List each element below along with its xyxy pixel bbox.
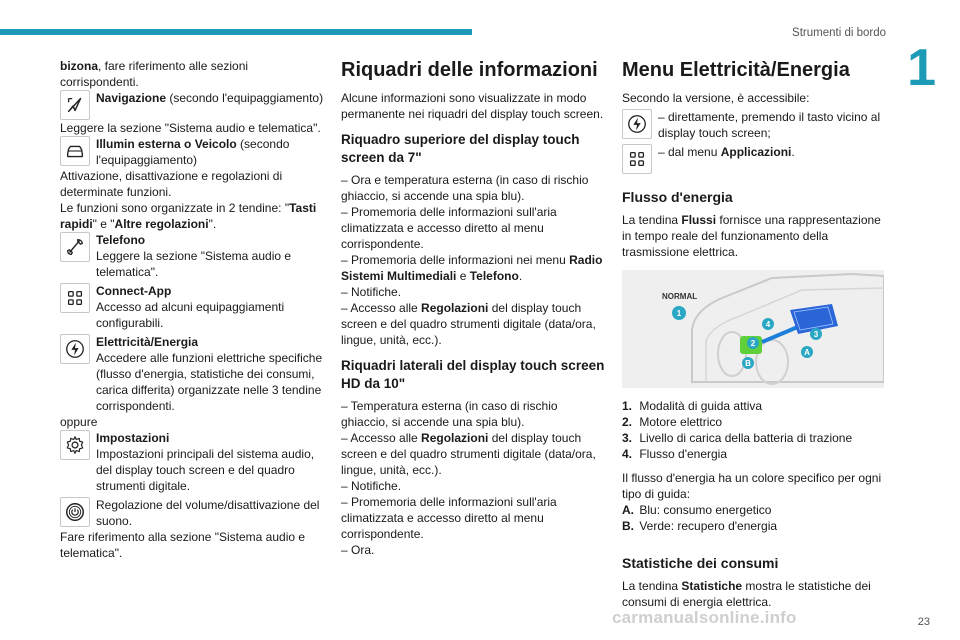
header-accent-bar bbox=[0, 29, 472, 35]
volume-entry: Regolazione del volume/disattivazione del suono. bbox=[60, 497, 325, 529]
color-legend bbox=[622, 502, 887, 534]
energy-flow-heading: Flusso d'energia bbox=[622, 189, 733, 205]
marker: 4 bbox=[765, 320, 771, 329]
energy-flow-desc: La tendina Flussi fornisce una rappresentazione in tempo reale del funzionamento della trasmissione elettrica. bbox=[622, 213, 881, 259]
list-item: – Promemoria delle informazioni sull'aria climatizzata e accesso diretto al menu corrispondente. bbox=[341, 495, 557, 541]
energy-option-apps: – dal menu Applicazioni. bbox=[622, 144, 887, 174]
connect-app-entry: Connect-App Accesso ad alcuni equipaggiamenti configurabili. bbox=[60, 283, 325, 331]
list-item: – Promemoria delle informazioni sull'aria climatizzata e accesso diretto al menu corrispondente. bbox=[341, 205, 557, 251]
column-middle bbox=[341, 58, 606, 558]
color-intro: Il flusso d'energia ha un colore specifico per ogni tipo di guida: bbox=[622, 471, 882, 501]
legend-item: 1. Modalità di guida attiva bbox=[622, 399, 763, 413]
energy-bolt-icon bbox=[622, 109, 652, 139]
info-panels-intro: Alcune informazioni sono visualizzate in modo permanente nei riquadri del display touch screen. bbox=[341, 91, 604, 121]
navigation-icon bbox=[60, 90, 90, 120]
energy-menu-intro: Secondo la versione, è accessibile: bbox=[622, 91, 810, 105]
car-icon bbox=[60, 136, 90, 166]
figure-legend bbox=[622, 398, 887, 462]
settings-gear-icon bbox=[60, 430, 90, 460]
settings-entry: Impostazioni Impostazioni principali del sistema audio, del display touch screen e del quadro strumenti digitale. bbox=[60, 430, 325, 494]
list-item: – Notifiche. bbox=[341, 285, 402, 299]
legend-item: 3. Livello di carica della batteria di trazione bbox=[622, 431, 853, 445]
list-item: – Temperatura esterna (in caso di rischio ghiaccio, si accende una spia blu). bbox=[341, 399, 558, 429]
marker: A bbox=[804, 348, 810, 357]
energy-menu-title: Menu Elettricità/Energia bbox=[622, 59, 850, 81]
list-item: – Promemoria delle informazioni nei menu Radio Sistemi Multimediali e Telefono. bbox=[341, 253, 603, 283]
marker: 2 bbox=[750, 339, 756, 348]
energy-flow-illustration bbox=[622, 270, 884, 388]
apps-grid-icon bbox=[60, 283, 90, 313]
energy-entry: Elettricità/Energia Accedere alle funzioni elettriche specifiche (flusso d'energia, statistiche dei consumi, carica differita) organizzate nelle 3 tendine corrispondenti. bbox=[60, 334, 325, 414]
oppure-text: oppure bbox=[60, 415, 98, 429]
consumption-stats-desc: La tendina Statistiche mostra le statistiche dei consumi di energia elettrica. bbox=[622, 579, 871, 609]
marker: 3 bbox=[813, 330, 819, 339]
consumption-stats-heading: Statistiche dei consumi bbox=[622, 555, 779, 571]
mode-label: NORMAL bbox=[662, 292, 698, 301]
section-title: Strumenti di bordo bbox=[792, 27, 886, 39]
volume-desc-2: Fare riferimento alla sezione "Sistema audio e telematica". bbox=[60, 530, 306, 560]
legend-item: B. Verde: recupero d'energia bbox=[622, 519, 778, 533]
info-panels-title: Riquadri delle informazioni bbox=[341, 59, 598, 81]
energy-bolt-icon bbox=[60, 334, 90, 364]
energy-option-direct: – direttamente, premendo il tasto vicino al display touch screen; bbox=[622, 109, 887, 141]
subheading-7-inch: Riquadro superiore del display touch screen da 7" bbox=[341, 132, 580, 165]
list-item: – Accesso alle Regolazioni del display touch screen e del quadro strumenti digitale (data/ora, lingue, unità, ecc.). bbox=[341, 431, 596, 477]
list-item: – Accesso alle Regolazioni del display touch screen e del quadro strumenti digitale (data/ora, lingue, unità, ecc.). bbox=[341, 301, 596, 347]
phone-icon bbox=[60, 232, 90, 262]
watermark: carmanualsonline.info bbox=[612, 608, 797, 627]
list-item: – Notifiche. bbox=[341, 479, 402, 493]
list-item: – Ora. bbox=[341, 543, 375, 557]
chapter-number: 1 bbox=[907, 39, 936, 97]
list-item: – Ora e temperatura esterna (in caso di rischio ghiaccio, si accende una spia blu). bbox=[341, 173, 589, 203]
marker: 1 bbox=[676, 309, 682, 318]
vehicle-desc-1: Attivazione, disattivazione e regolazioni di determinate funzioni. bbox=[60, 169, 283, 199]
navigation-desc: Leggere la sezione "Sistema audio e telematica". bbox=[60, 121, 321, 135]
intro-text: bizona, fare riferimento alle sezioni corrispondenti. bbox=[60, 59, 249, 89]
legend-item: A. Blu: consumo energetico bbox=[622, 503, 772, 517]
power-volume-icon bbox=[60, 497, 90, 527]
page-number: 23 bbox=[917, 616, 930, 628]
marker: B bbox=[745, 359, 751, 368]
navigation-entry: Navigazione (secondo l'equipaggiamento) bbox=[60, 90, 325, 120]
legend-item: 4. Flusso d'energia bbox=[622, 447, 728, 461]
vehicle-entry: Illumin esterna o Veicolo (secondo l'equipaggiamento) bbox=[60, 136, 325, 168]
legend-item: 2. Motore elettrico bbox=[622, 415, 723, 429]
column-left bbox=[60, 58, 325, 561]
subheading-10-inch: Riquadri laterali del display touch screen HD da 10" bbox=[341, 358, 605, 391]
apps-grid-icon bbox=[622, 144, 652, 174]
vehicle-desc-2: Le funzioni sono organizzate in 2 tendine: "Tasti rapidi" e "Altre regolazioni". bbox=[60, 201, 317, 231]
phone-entry: Telefono Leggere la sezione "Sistema audio e telematica". bbox=[60, 232, 325, 280]
column-right bbox=[622, 58, 887, 610]
